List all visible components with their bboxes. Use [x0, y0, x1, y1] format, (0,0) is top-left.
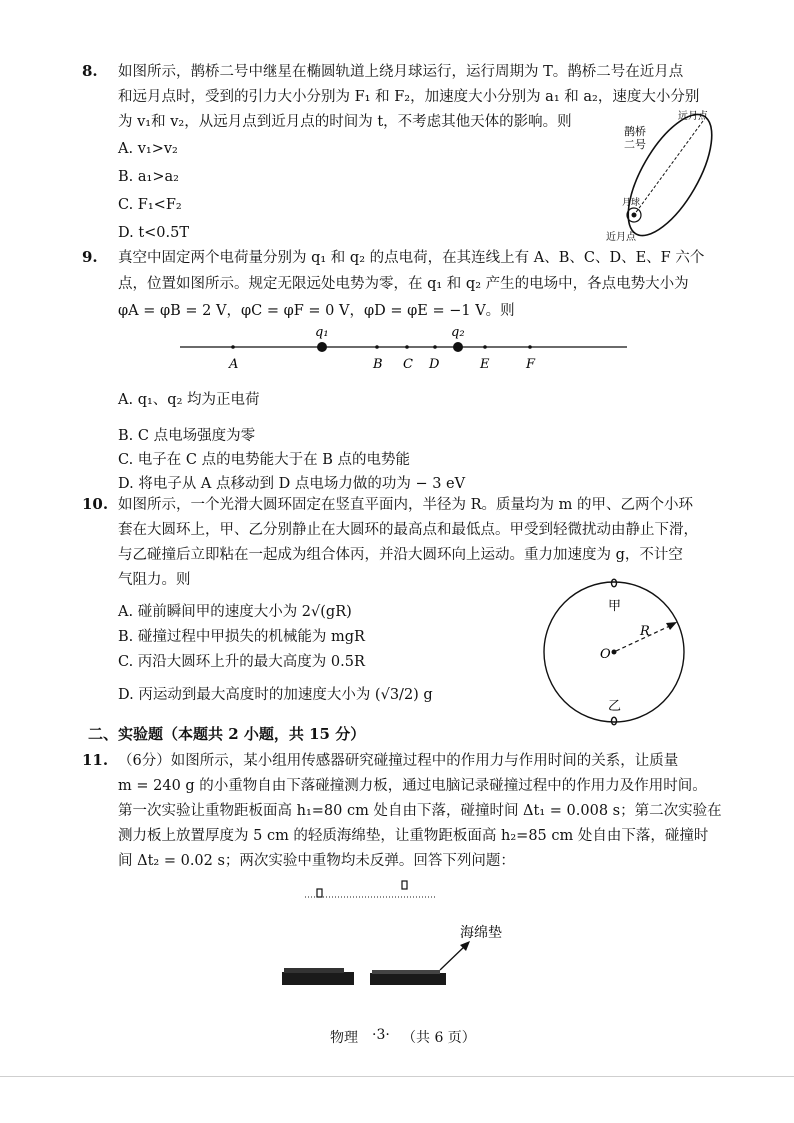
question-9-option-a: A. q₁、q₂ 均为正电荷 — [118, 392, 260, 408]
question-9-option-b: B. C 点电场强度为零 — [118, 428, 256, 444]
question-8-option-a: A. v₁>v₂ — [118, 141, 178, 157]
question-10-text-line-3: 与乙碰撞后立即粘在一起成为组合体丙，并沿大圆环向上运动。重力加速度为 g，不计空 — [118, 547, 683, 563]
radius-arrowhead — [666, 622, 677, 630]
question-11-text-line-1: （6分）如图所示，某小组用传感器研究碰撞过程中的作用力与作用时间的关系，让质量 — [118, 753, 679, 769]
point-b-label: B — [373, 357, 383, 372]
question-8-option-d: D. t<0.5T — [118, 225, 190, 241]
point-f-label: F — [526, 357, 536, 372]
footer-subject: 物理 — [330, 1030, 358, 1046]
charge-q1-label: q₁ — [315, 325, 329, 340]
point-d-label: D — [429, 357, 440, 372]
charge-q1 — [317, 342, 327, 352]
section-2-title: 二、实验题（本题共 2 小题，共 15 分） — [88, 725, 366, 743]
charge-q2-label: q₂ — [451, 325, 465, 340]
point-e-label: E — [480, 357, 490, 372]
charge-q2 — [453, 342, 463, 352]
force-board-1 — [282, 972, 354, 985]
question-10-option-c: C. 丙沿大圆环上升的最大高度为 0.5R — [118, 654, 365, 670]
experiment-figure — [270, 875, 530, 995]
question-10-text-line-1: 如图所示，一个光滑大圆环固定在竖直平面内，半径为 R。质量均为 m 的甲、乙两个小环 — [118, 497, 693, 513]
ring-figure — [538, 578, 694, 728]
point-d — [433, 345, 437, 349]
charge-line-figure — [175, 322, 635, 374]
satellite-label-line-1: 鹊桥 — [624, 125, 646, 138]
question-8-option-b: B. a₁>a₂ — [118, 169, 179, 185]
point-a-label: A — [229, 357, 239, 372]
question-11-text-line-5: 间 Δt₂ = 0.02 s；两次实验中重物均未反弹。回答下列问题： — [118, 853, 515, 869]
point-e — [483, 345, 487, 349]
question-8-text-line-1: 如图所示，鹊桥二号中继星在椭圆轨道上绕月球运行，运行周期为 T。鹊桥二号在近月点 — [118, 64, 684, 80]
center-label: O — [600, 647, 611, 662]
point-b — [375, 345, 379, 349]
ring-bottom-label: 乙 — [608, 699, 622, 714]
question-11-text-line-2: m = 240 g 的小重物自由下落碰撞测力板，通过电脑记录碰撞过程中的作用力及作用时间。 — [118, 778, 707, 794]
moon-dot — [632, 213, 637, 218]
point-c — [405, 345, 409, 349]
small-ring-bottom — [612, 717, 617, 725]
near-point-label: 近月点 — [606, 232, 636, 243]
satellite-label-line-2: 二号 — [624, 138, 646, 151]
sponge-pad — [372, 970, 440, 974]
question-9-text-line-2: 点，位置如图所示。规定无限远处电势为零，在 q₁ 和 q₂ 产生的电场中，各点电势大小为 — [118, 276, 689, 292]
weight-2 — [402, 881, 407, 889]
center-point — [612, 650, 617, 655]
ring-top-label: 甲 — [608, 599, 622, 614]
question-10-option-d: D. 丙运动到最大高度时的加速度大小为 (√3/2) g — [118, 687, 433, 703]
question-11-text-line-4: 测力板上放置厚度为 5 cm 的轻质海绵垫，让重物距板面高 h₂=85 cm 处自由下落，碰撞时 — [118, 828, 709, 844]
question-9-option-d: D. 将电子从 A 点移动到 D 点电场力做的功为 − 3 eV — [118, 476, 466, 492]
question-9-text-line-3: φA = φB = 2 V，φC = φF = 0 V，φD = φE = −1 V。则 — [118, 303, 515, 319]
question-8-text-line-3: 为 v₁和 v₂，从远月点到近月点的时间为 t，不考虑其他天体的影响。则 — [118, 114, 572, 130]
point-a — [231, 345, 235, 349]
footer-page-number: ·3· — [372, 1027, 390, 1043]
question-9-number: 9. — [82, 248, 98, 266]
force-board-2 — [370, 973, 446, 985]
question-10-text-line-2: 套在大圆环上，甲、乙分别静止在大圆环的最高点和最低点。甲受到轻微扰动由静止下滑， — [118, 522, 698, 538]
weight-1 — [317, 889, 322, 897]
question-8-number: 8. — [82, 62, 98, 80]
point-c-label: C — [403, 357, 413, 372]
question-8-text-line-2: 和远月点时，受到的引力大小分别为 F₁ 和 F₂，加速度大小分别为 a₁ 和 a₂，速度大小分别 — [118, 89, 700, 105]
bottom-rule — [0, 1076, 794, 1077]
question-8-option-c: C. F₁<F₂ — [118, 197, 182, 213]
radius-label: R — [640, 624, 650, 639]
sponge-pointer-line — [440, 945, 466, 970]
far-point-label: 远月点 — [678, 111, 708, 122]
question-10-option-b: B. 碰撞过程中甲损失的机械能为 mgR — [118, 629, 365, 645]
footer-total-pages: （共 6 页） — [402, 1030, 476, 1046]
small-ring-top — [612, 579, 617, 587]
question-10-option-a: A. 碰前瞬间甲的速度大小为 2√(gR) — [118, 604, 352, 620]
force-board-1-top — [284, 968, 344, 973]
question-11-number: 11. — [82, 751, 109, 769]
question-10-number: 10. — [82, 495, 109, 513]
question-11-text-line-3: 第一次实验让重物距板面高 h₁=80 cm 处自由下落，碰撞时间 Δt₁ = 0.008 s；第二次实验在 — [118, 803, 722, 819]
question-9-text-line-1: 真空中固定两个电荷量分别为 q₁ 和 q₂ 的点电荷，在其连线上有 A、B、C、D、E、F 六个 — [118, 250, 705, 266]
question-10-text-line-4: 气阻力。则 — [118, 572, 191, 588]
moon-label: 月球 — [622, 198, 641, 208]
sponge-label: 海绵垫 — [460, 925, 502, 941]
point-f — [528, 345, 532, 349]
orbit-figure — [600, 105, 720, 245]
question-9-option-c: C. 电子在 C 点的电势能大于在 B 点的电势能 — [118, 452, 410, 468]
